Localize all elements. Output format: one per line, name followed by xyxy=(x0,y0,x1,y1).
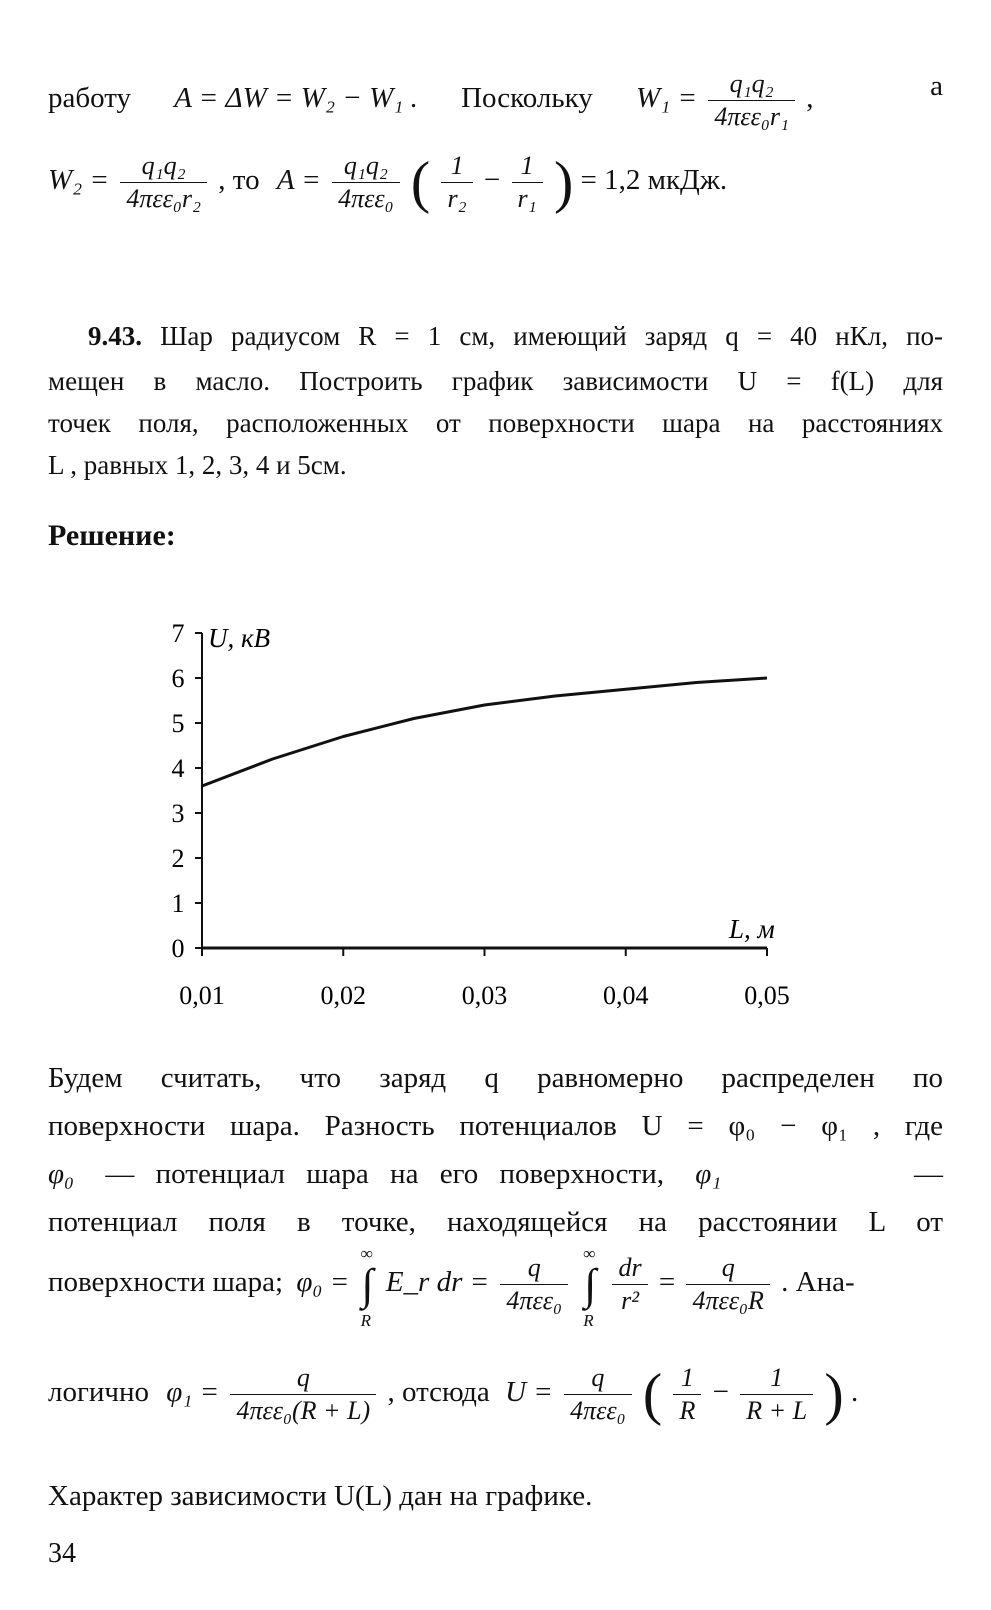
work-line xyxy=(48,68,943,138)
minus-sign: − xyxy=(483,164,501,197)
text2-l6e: . xyxy=(850,1376,859,1409)
potential-chart xyxy=(150,612,830,1032)
y-tick-label: 7 xyxy=(171,619,185,648)
inv-r2-denominator: r₂ xyxy=(447,184,467,213)
y-tick-label: 6 xyxy=(171,664,185,693)
integral-1-lower: R xyxy=(360,1310,371,1330)
text2-l1: Будем считать, что заряд q равномерно распределен по xyxy=(48,1062,943,1094)
phi1-symbol: φ₁ xyxy=(695,1158,722,1190)
text2-l5a: поверхности шара; xyxy=(48,1266,284,1299)
text2-l6c: , отсюда xyxy=(387,1376,490,1409)
minus-sign-2: − xyxy=(712,1376,729,1409)
text2-l5e: . Ана- xyxy=(781,1266,855,1299)
integral-2-upper: ∞ xyxy=(583,1243,596,1263)
integral-1-upper: ∞ xyxy=(360,1243,373,1263)
text-and: а xyxy=(930,70,943,102)
problem-line-1 xyxy=(48,318,943,354)
f3-fraction xyxy=(686,1252,769,1317)
paren2-left: ( xyxy=(642,1361,663,1427)
text2-line-6 xyxy=(48,1362,943,1452)
series-line xyxy=(202,678,767,786)
problem-text-1: Шар радиусом R = 1 см, имеющий заряд q = 40 нКл, по- xyxy=(160,321,944,351)
x-tick-label: 0,01 xyxy=(179,981,225,1010)
y-tick-label: 4 xyxy=(171,754,185,783)
solution-heading xyxy=(48,518,943,554)
inv-r2-numerator: 1 xyxy=(441,150,472,183)
phi0-symbol: φ₀ xyxy=(48,1158,75,1190)
inv-r1-denominator: r₁ xyxy=(517,184,537,213)
f6-fraction xyxy=(673,1362,701,1427)
problem-text-4: L , равных 1, 2, 3, 4 и 5см. xyxy=(48,450,347,480)
u-lhs: U = xyxy=(505,1376,553,1409)
problem-number: 9.43. xyxy=(88,321,142,351)
f5-fraction xyxy=(564,1362,632,1427)
paren-right: ) xyxy=(553,149,574,215)
y-tick-label: 3 xyxy=(171,799,185,828)
text2-l6a: логично xyxy=(48,1376,149,1409)
phi0-lhs: φ₀ = xyxy=(296,1266,350,1299)
integral-2-lower: R xyxy=(583,1310,594,1330)
w1-lhs: W₁ = xyxy=(636,82,698,115)
f7-numerator: 1 xyxy=(740,1362,813,1395)
inv-r1-numerator: 1 xyxy=(512,150,543,183)
inv-r2-fraction xyxy=(441,150,472,215)
text2-l3d: — xyxy=(914,1158,943,1190)
w2-fraction xyxy=(120,150,207,215)
y-tick-label: 2 xyxy=(171,844,185,873)
w1-comma: , xyxy=(806,82,814,115)
text2-line-1 xyxy=(48,1060,943,1096)
text2-line-4 xyxy=(48,1204,943,1240)
phi1-lhs: φ₁ = xyxy=(166,1376,220,1409)
x-tick-label: 0,03 xyxy=(461,981,508,1010)
text-since: Поскольку xyxy=(461,82,593,115)
x-axis-label: L, м xyxy=(729,914,775,944)
problem-line-4 xyxy=(48,447,943,483)
a-fraction xyxy=(332,150,400,215)
f3-denominator: 4πεε₀R xyxy=(692,1286,764,1315)
a-numerator: q₁q₂ xyxy=(332,150,400,183)
y-axis-label: U, кВ xyxy=(208,623,271,653)
equation-work: A = ΔW = W₂ − W₁ . xyxy=(174,82,418,115)
work-result: = 1,2 мкДж. xyxy=(580,164,728,197)
x-tick-label: 0,05 xyxy=(744,981,790,1010)
page-number: 34 xyxy=(48,1538,76,1569)
f7-denominator: R + L xyxy=(746,1396,808,1425)
text2-line-7 xyxy=(48,1478,943,1514)
solution-label: Решение: xyxy=(48,519,176,552)
f1-numerator: q xyxy=(500,1252,568,1285)
f2-denominator: r² xyxy=(621,1286,639,1315)
f6-denominator: R xyxy=(679,1396,696,1425)
y-tick-label: 5 xyxy=(171,709,185,738)
problem-line-2 xyxy=(48,363,943,399)
f6-numerator: 1 xyxy=(673,1362,701,1395)
text-work: работу xyxy=(48,82,132,115)
integral-1: ∫ ∞ R xyxy=(360,1243,374,1330)
y-tick-label: 1 xyxy=(171,889,185,918)
text2-line-5 xyxy=(48,1243,943,1342)
text-then: , то xyxy=(218,164,260,197)
w2-denominator: 4πεε₀r₂ xyxy=(126,184,202,213)
f4-denominator: 4πεε₀(R + L) xyxy=(236,1396,371,1425)
f5-denominator: 4πεε₀ xyxy=(570,1396,626,1425)
w2-lhs: W₂ = xyxy=(48,164,110,197)
f1-denominator: 4πεε₀ xyxy=(506,1286,562,1315)
f7-fraction xyxy=(740,1362,813,1427)
f2-fraction xyxy=(612,1252,647,1317)
text2-l2: поверхности шара. Разность потенциалов U = φ₀ − φ₁ , где xyxy=(48,1110,943,1142)
f4-fraction xyxy=(230,1362,376,1427)
f2-numerator: dr xyxy=(612,1252,647,1285)
x-tick-label: 0,04 xyxy=(603,981,649,1010)
f3-numerator: q xyxy=(686,1252,769,1285)
paren-left: ( xyxy=(410,149,431,215)
equals-sign: = xyxy=(658,1266,676,1299)
text2-line-2 xyxy=(48,1108,943,1144)
y-tick-label: 0 xyxy=(171,934,185,963)
integrand-er: E_r dr = xyxy=(385,1266,490,1299)
f5-numerator: q xyxy=(564,1362,632,1395)
w2-line xyxy=(48,150,943,240)
f4-numerator: q xyxy=(230,1362,376,1395)
x-tick-label: 0,02 xyxy=(320,981,366,1010)
integral-2: ∫ ∞ R xyxy=(583,1243,597,1330)
problem-text-2: мещен в масло. Построить график зависимости U = f(L) для xyxy=(48,366,943,396)
inv-r1-fraction xyxy=(512,150,543,215)
w2-numerator: q₁q₂ xyxy=(120,150,207,183)
problem-line-3 xyxy=(48,405,943,441)
w1-fraction xyxy=(708,68,795,133)
a-lhs: A = xyxy=(276,164,321,197)
f1-fraction xyxy=(500,1252,568,1317)
problem-text-3: точек поля, расположенных от поверхности шара на расстояниях xyxy=(48,408,943,438)
w1-denominator: 4πεε₀r₁ xyxy=(714,102,790,131)
text2-line-3 xyxy=(48,1156,943,1192)
text2-l4: потенциал поля в точке, находящейся на расстоянии L от xyxy=(48,1206,943,1238)
paren2-right: ) xyxy=(824,1361,844,1427)
w1-numerator: q₁q₂ xyxy=(708,68,795,101)
text2-l3b: — потенциал шара на его поверхности, xyxy=(105,1158,664,1190)
a-denominator: 4πεε₀ xyxy=(338,184,394,213)
text2-l7: Характер зависимости U(L) дан на графике. xyxy=(48,1480,593,1512)
